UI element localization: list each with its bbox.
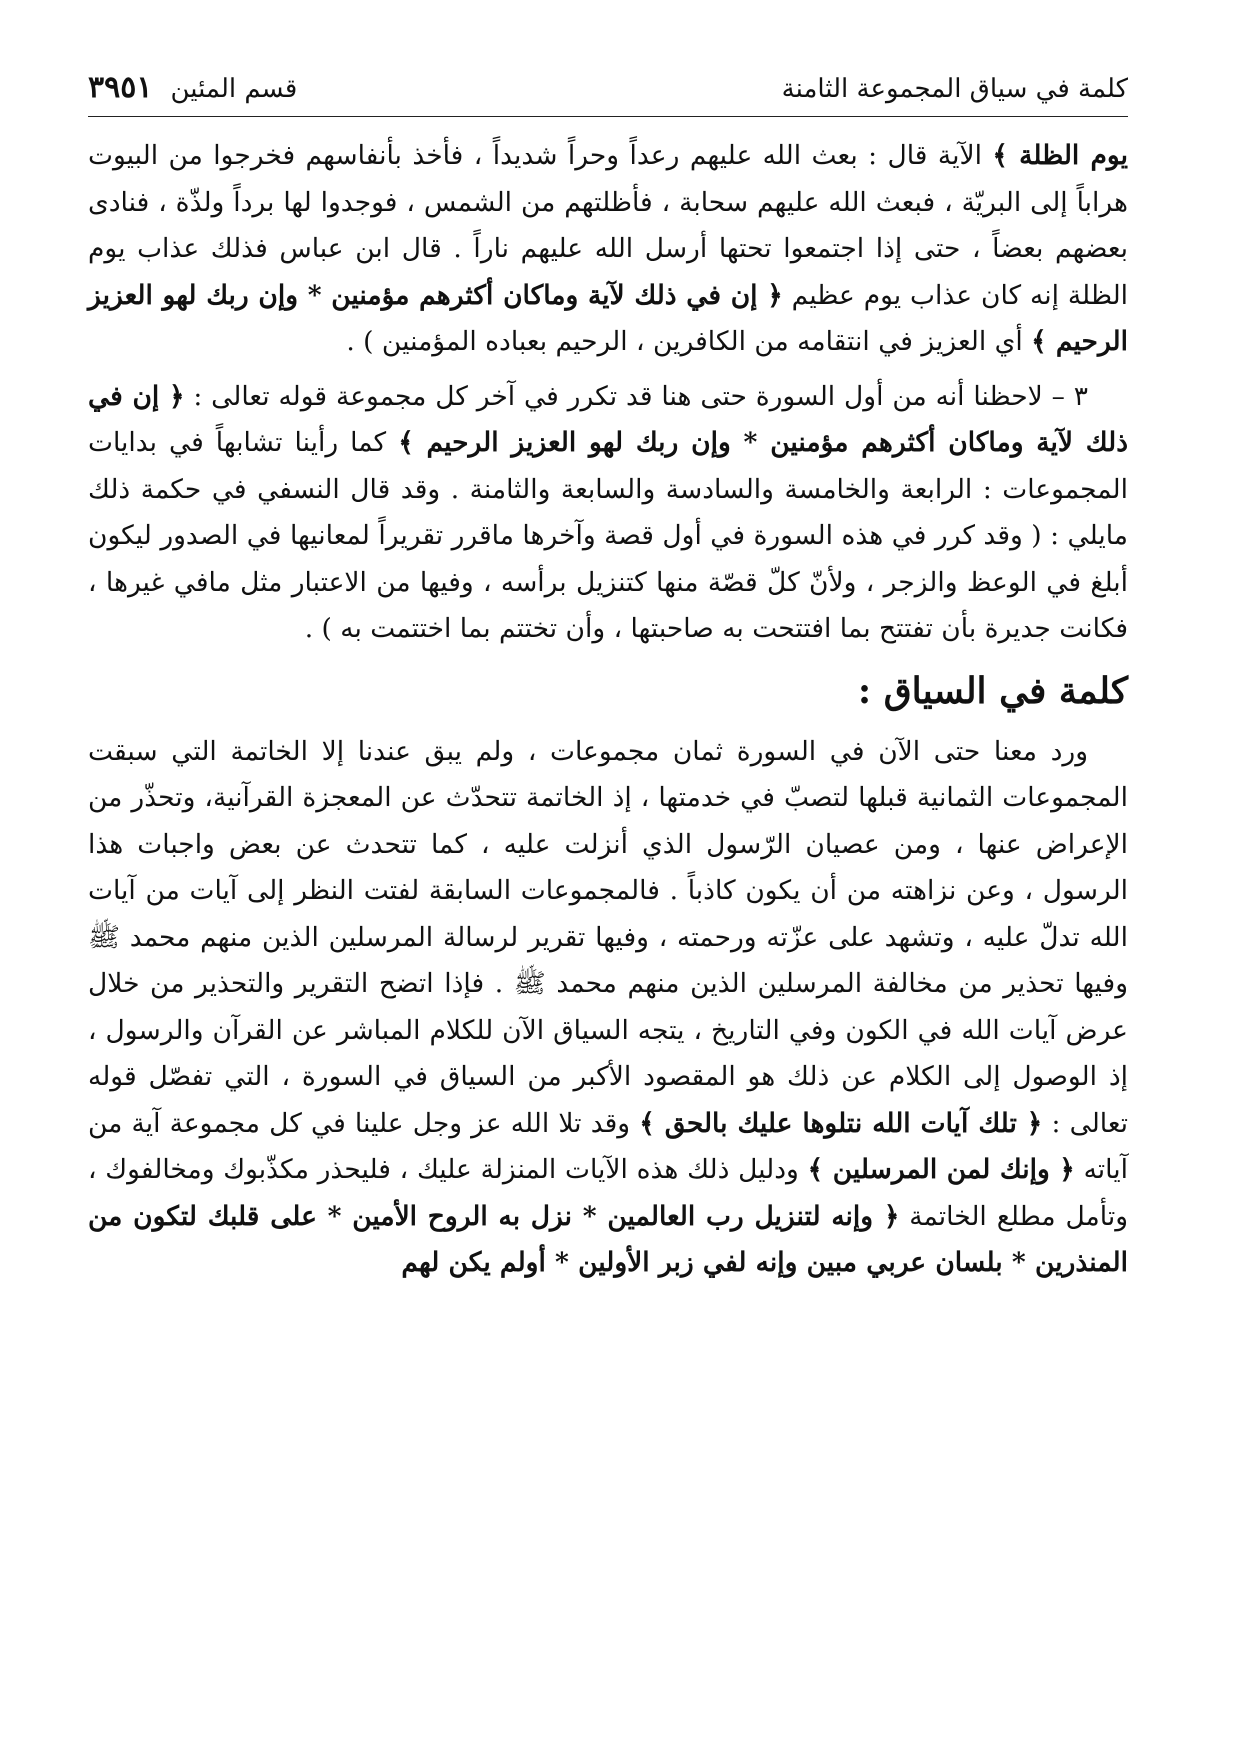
paragraph-text: ورد معنا حتى الآن في السورة ثمان مجموعات ، ولم يبق عندنا إلا الخاتمة التي سبقت المجموعات الثمانية قبلها لتصبّ في خدمتها ، إذ الخاتمة تتحدّث عن المعجزة القرآنية، وتحذّر من الإعراض عنها ، ومن عصيان الرّسول الذي أنزلت عليه ، كما تتحدث عن بعض واجبات هذا الرسول ، وعن نزاهته من أن يكون كاذباً . فالمجموعات السابقة لفتت النظر إلى آيات من آيات الله تدلّ عليه ، وتشهد على عزّته ورحمته ، وفيها تقرير لرسالة المرسلين الذين منهم محمد ﷺ وفيها تحذير من مخالفة المرسلين الذين منهم محمد ﷺ . فإذا اتضح التقرير والتحذير من خلال عرض آيات الله في الكون وفي التاريخ ، يتجه السياق الآن للكلام المباشر عن القرآن والرسول ، إذ الوصول إلى الكلام عن ذلك هو المقصود الأكبر من السياق في السورة ، التي تفصّل قوله تعالى : [88,735,1129,1139]
quran-quote: ﴿ وإنك لمن المرسلين ﴾ [807,1154,1075,1185]
section-heading: كلمة في السياق : [857,669,1128,712]
paragraph-text: ودليل ذلك هذه الآيات المنزلة عليك ، فليحذر مكذّبوك ومخالفوك ، وتأمل مطلع الخاتمة [88,1154,1128,1232]
paragraph-text: الآية قال : بعث الله عليهم رعداً وحراً شديداً ، فأخذ بأنفاسهم فخرجوا من البيوت هراباً إلى البريّة ، فبعث الله عليهم سحابة ، فأظلتهم من الشمس ، فوجدوا لها برداً ولذّة ، فنادى بعضهم بعضاً ، حتى إذا اجتمعوا تحتها أرسل الله عليهم ناراً . قال ابن عباس فذلك عذاب يوم الظلة إنه كان عذاب يوم عظيم [88,140,1129,311]
paragraph-text: وقد تلا الله عز وجل علينا في كل مجموعة آية من آياته [88,1107,1128,1185]
header-section-title: قسم المئين [170,74,298,104]
body-text [88,133,1128,1287]
paragraph-text: ٣ – لاحظنا أنه من أول السورة حتى هنا قد تكرر في آخر كل مجموعة قوله تعالى : [184,380,1088,412]
paragraph-text: كما رأينا تشابهاً في بدايات المجموعات : الرابعة والخامسة والسادسة والسابعة والثامنة . وقد قال النسفي في حكمة ذلك مايلي : ( وقد كرر في هذه السورة في أول قصة وآخرها ماقرر تقريراً لمعانيها في الصدور ليكون أبلغ في الوعظ والزجر ، ولأنّ كلّ قصّة منها كتنزيل برأسه ، وفيها من الاعتبار مثل مافي غيرها ، فكانت جديرة بأن تفتتح بما افتتحت به صاحبتها ، وأن تختتم بما اختتمت به ) . [88,427,1128,644]
header-left-group [88,70,297,105]
paragraph-1 [88,133,1128,366]
paragraph-2 [88,374,1128,653]
quran-quote: يوم الظلة ﴾ [992,140,1128,171]
paragraph-text: أي العزيز في انتقامه من الكافرين ، الرحيم بعباده المؤمنين ) . [346,326,1032,357]
page-number: ٣٩٥١ [88,70,153,105]
header-chapter-title: كلمة في سياق المجموعة الثامنة [781,74,1128,104]
paragraph-3 [88,729,1128,1287]
running-header [88,70,1128,117]
page [88,70,1128,1710]
quran-quote: ﴿ وإنه لتنزيل رب العالمين * نزل به الروح الأمين * على قلبك لتكون من المنذرين * بلسان عربي مبين وإنه لفي زبر الأولين * أولم يكن لهم [88,1200,1128,1278]
quran-quote: ﴿ إن في ذلك لآية وماكان أكثرهم مؤمنين * وإن ربك لهو العزيز الرحيم ﴾ [88,380,1128,458]
quran-quote: ﴿ إن في ذلك لآية وماكان أكثرهم مؤمنين * وإن ربك لهو العزيز الرحيم ﴾ [88,279,1128,357]
quran-quote: ﴿ تلك آيات الله نتلوها عليك بالحق ﴾ [639,1107,1043,1139]
